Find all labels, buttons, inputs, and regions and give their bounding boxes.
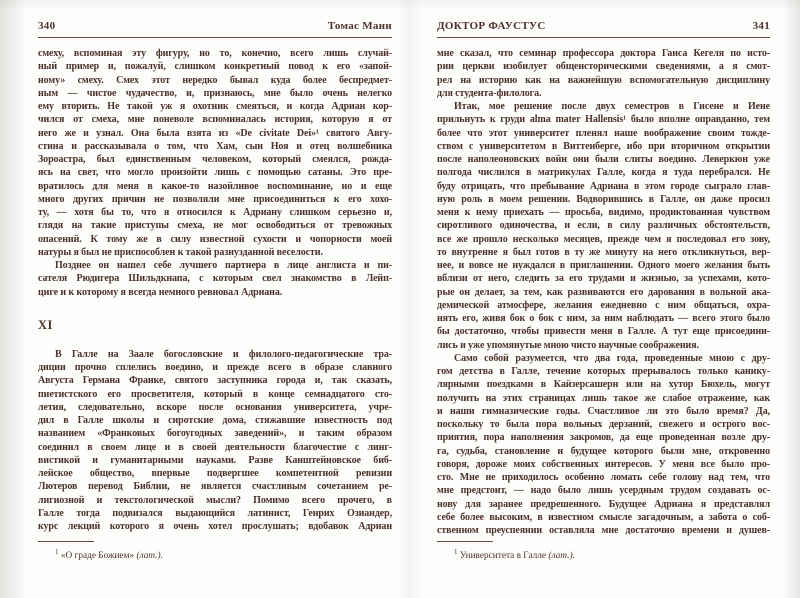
text-line: сиротливого одиночества, и если, в силу различных обстоятельств, xyxy=(437,220,770,232)
text-line: рые он делает, за тем, как развиваются его дарования в вольной ака- xyxy=(437,286,770,298)
running-title-book: ДОКТОР ФАУСТУС xyxy=(437,20,546,32)
running-title-author: Томас Манн xyxy=(327,20,392,32)
paragraph xyxy=(38,47,392,259)
text-line: чился от смеха, мне поневоле вспоминалась история, которую я от xyxy=(38,114,392,126)
text-line: ясь на свет, что могло произойти лишь с помощью сатаны. Это пре- xyxy=(38,167,392,179)
text-line: га, судьба, становление и будущее которого были мне, откровенно xyxy=(437,445,770,457)
page-body xyxy=(38,47,392,533)
text-line: Позднее он нашел себе лучшего партнера в лице англиста и пи- xyxy=(55,260,392,271)
text-line: мне предстоит, — надо было лишь усердным трудом создавать ос- xyxy=(437,485,770,497)
text-line: рии церкви изобилует общеисторическими сведениями, а я смот- xyxy=(437,61,770,73)
page-number: 340 xyxy=(38,20,56,32)
text-line: натуры я был не приспособлен к такой разнузданной веселости. xyxy=(38,246,323,258)
text-line: вистикой и гуманитарными науками. Разве Канштейновское биб- xyxy=(38,454,392,466)
text-line: Само собой разумеется, что два года, проведенные мною с дру- xyxy=(454,352,770,364)
book-page-right xyxy=(437,20,770,598)
text-line: говоря, дороже моих собственных интересов. У меня все было про- xyxy=(437,458,770,470)
page-body xyxy=(437,47,770,537)
text-line: получить на этих страницах лишь такое же слабое отражение, как xyxy=(437,392,770,404)
text-line: гом детства в Галле, течение которых прерывалось только канику- xyxy=(437,366,770,377)
text-line: пиетистского его просветителя, который в конце семнадцатого сто- xyxy=(38,388,392,400)
paragraph xyxy=(437,47,770,100)
text-line: себе более высоким, в известном смысле загадочным, а забота о соб- xyxy=(437,511,770,523)
text-line: лейское общество, впервые подвергшее компетентной ревизии xyxy=(38,468,392,479)
text-line: ным — чистое чудачество, и, признаюсь, мне было очень нелегко xyxy=(38,87,392,99)
text-line: курс лекций которого я очень хотел прослушать; вдобавок Адриан xyxy=(38,521,392,532)
text-line: бы достаточно, чтобы привести меня в Галле. А тут еще присоедини- xyxy=(437,326,770,338)
footnote-marker: 1 xyxy=(454,548,458,556)
text-line: демической атмосфере, желания ежедневно с ним общаться, охра- xyxy=(437,299,770,311)
text-line: нову для заранее предрешенного. Будущее Адриана я представлял xyxy=(437,498,770,510)
footnote xyxy=(38,541,392,562)
book-page-left xyxy=(38,20,392,598)
footnote xyxy=(437,541,770,562)
text-line: сто. Мне не приходилось особенно ломать себе голову над тем, что xyxy=(437,472,770,483)
page-number: 341 xyxy=(752,20,770,32)
text-line: ный пример и, пожалуй, слишком конкретный повод к его «запой- xyxy=(38,61,392,73)
text-line: приятия, пора наполнения закромов, да еще проведенная возле дру- xyxy=(437,432,770,444)
text-line: диции прочно сплелись воедино, и прежде всего в образе славного xyxy=(38,362,392,373)
running-header xyxy=(437,20,770,38)
text-line: Галле тогда подвизался выдающийся латинист, Генрих Озиандер, xyxy=(38,507,392,519)
text-line: полгода числился в матрикулах Галле, когда я туда перебрался. Не xyxy=(437,167,770,179)
footnote-marker: 1 xyxy=(55,548,59,556)
text-line: лигиозной и текстологической мысли? Помимо всего прочего, в xyxy=(38,494,392,506)
text-line: ему вторить. Не такой уж я охотник смеяться, и когда Адриан кор- xyxy=(38,101,392,112)
text-line: поскольку то была пора вольных дерзаний, свежего и острого вос- xyxy=(437,419,770,430)
text-line: Августа Германа Франке, святого заступника города и, так сказать, xyxy=(38,375,392,387)
text-line: дил в Галле школы и сиротские дома, стяжавшие известность под xyxy=(38,415,392,426)
text-line: вратилось для меня в какое-то назойливое воспоминание, но и еще xyxy=(38,180,392,192)
text-line: для студента-филолога. xyxy=(437,87,542,99)
text-line: названием «Франковых богоугодных заведений», и таким образом xyxy=(38,428,392,440)
text-line: сателя Рюдигера Шильдкнапа, с которым свел знакомство в Лейп- xyxy=(38,273,392,285)
text-line: все же прошло несколько месяцев, прежде чем я последовал его зову, xyxy=(437,233,770,245)
text-line: буду отрицать, что пребывание Адриана в этом городе сыграло глав- xyxy=(437,180,770,192)
footnote-rule xyxy=(437,541,493,542)
text-line: рел на историю как на важнейшую вспомогательную дисциплину xyxy=(437,74,770,86)
text-line: лись и уже упомянутые мною чисто научные соображения. xyxy=(437,339,699,351)
text-line: летия, следовательно, вскоре после основания университета, учре- xyxy=(38,401,392,413)
text-line: нее, и вовсе не нуждался в приглашении. Одного моего желания быть xyxy=(437,260,770,271)
text-line: то внутренне я был готов в ту же минуту на него откликнуться, вер- xyxy=(437,246,770,258)
text-line: него же и узнал. Она была взята из «De civitate Dei»¹ святого Авгу- xyxy=(38,127,392,139)
text-line: нять его, живя бок о бок с ним, за ним наблюдать — всего этого было xyxy=(437,313,770,324)
text-line: меня к нему приехать — просьба, видимо, продиктованная чувством xyxy=(437,207,770,218)
text-line: после наполеоновских войн они были слиты воедино. Леверкюн уже xyxy=(437,154,770,165)
text-line: прильнуть к груди alma mater Hallensis¹ было вполне оправданно, тем xyxy=(437,114,770,126)
text-line: ную роль в моем решении. Водворившись в Галле, он даже просил xyxy=(437,193,770,205)
text-line: смеху, вспоминая эту фигуру, но то, конечно, всего лишь случай- xyxy=(38,48,392,59)
text-line: Лютеров перевод Библии, не является счастливым сочетанием ре- xyxy=(38,481,392,493)
text-line: ством с университетом в Виттенберге, ибо при вторичном открытии xyxy=(437,140,770,152)
text-line: циге и к которому я всегда немного ревновал Адриана. xyxy=(38,286,283,298)
text-line: более что этот университет пленял наше воображение своим тожде- xyxy=(437,127,770,139)
footnote-text: $^1$ Университета в Галле (лат.). xyxy=(454,548,575,562)
text-line: мне сказал, что семинар профессора доктора Ганса Кегеля по исто- xyxy=(437,48,770,59)
section-heading: XI xyxy=(38,317,53,332)
text-line: Итак, мое решение после двух семестров в Гисене и Иене xyxy=(454,101,770,112)
page-edge-shadow-left xyxy=(0,0,26,598)
text-line: лярными поездками в Кайзерсашерн или на хутор Бюхель, могут xyxy=(437,379,770,391)
paragraph xyxy=(38,348,392,534)
text-line: соединил в своем лице и в своей деятельности благочестие с линг- xyxy=(38,441,392,453)
text-line: много других причин не позволяли мне присоединиться к его хохо- xyxy=(38,193,392,205)
paragraph xyxy=(437,352,770,538)
paragraph xyxy=(38,259,392,299)
text-line: Зороастра, был единственным человеком, который смеялся, рожда- xyxy=(38,154,392,165)
text-line: вблизи от него, следить за его трудами и жизнью, за успехами, кото- xyxy=(437,273,770,285)
text-line: опасений. К тому же в силу известной сухости и чопорности моей xyxy=(38,233,392,245)
text-line: ному» смеху. Смех этот нередко бывал куда более беспредмет- xyxy=(38,74,392,86)
book-spine-shadow xyxy=(396,0,422,598)
footnote-text: $^1$ «О граде Божием» (лат.). xyxy=(55,548,163,562)
text-line: В Галле на Заале богословские и филолого-педагогические тра- xyxy=(55,348,392,360)
footnote-rule xyxy=(38,541,94,542)
page-edge-shadow-right xyxy=(782,0,800,598)
text-line: глядя на такие приступы смеха, не мог освободиться от тревожных xyxy=(38,220,392,232)
page-edge-shadow-top xyxy=(0,0,800,10)
text-line: ту, — хотя бы то, что я относился к Адриану слишком серьезно и, xyxy=(38,207,392,218)
text-line: ственном преуспеянии оставляла мне достаточно времени и душев- xyxy=(437,525,770,536)
paragraph xyxy=(437,100,770,352)
text-line: и наши гимназические годы. Счастливое ли это было время? Да, xyxy=(437,405,770,417)
text-line: стина и рассказывала о том, что Хам, сын Ноя и отец волшебника xyxy=(38,140,392,152)
running-header xyxy=(38,20,392,38)
